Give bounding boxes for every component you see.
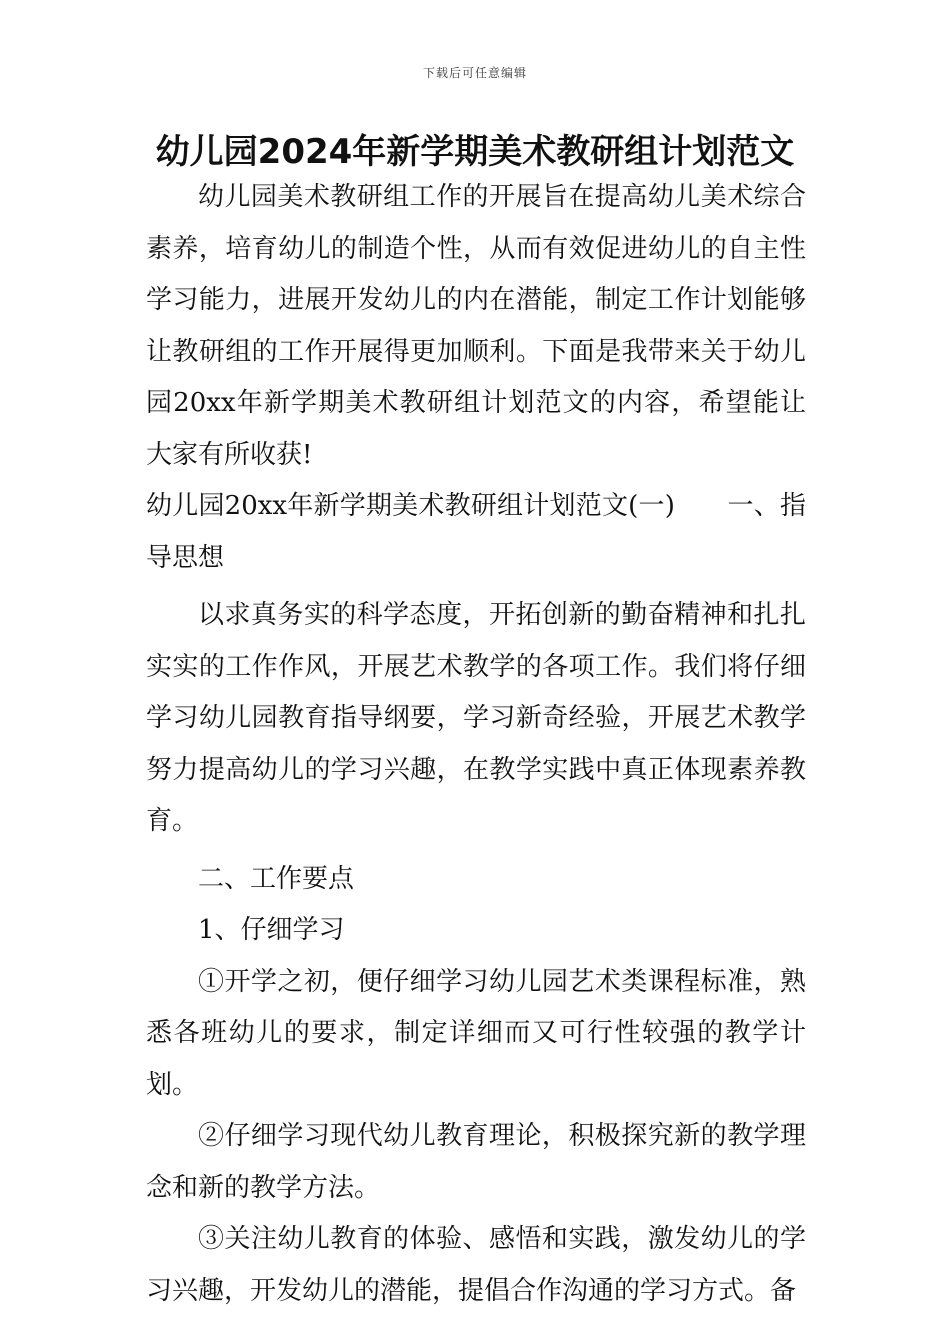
section1-heading: 幼儿园20xx年新学期美术教研组计划范文(一) 一、指导思想 (146, 491, 806, 573)
list-item-2: ②仔细学习现代幼儿教育理论，积极探究新的教学理念和新的教学方法。 (146, 1121, 806, 1203)
page-header-note: 下载后可任意编辑 (422, 66, 527, 80)
document-body (146, 172, 806, 1317)
document-title: 幼儿园2024年新学期美术教研组计划范文 (155, 132, 795, 172)
guiding-thought-paragraph: 以求真务实的科学态度，开拓创新的勤奋精神和扎扎实实的工作作风，开展艺术教学的各项工作。我们将仔细学习幼儿园教育指导纲要，学习新奇经验，开展艺术教学努力提高幼儿的学习兴趣，在教学实践中真正体现素养教育。 (146, 600, 806, 836)
careful-study-heading: 1、仔细学习 (198, 915, 345, 945)
work-points-heading: 二、工作要点 (198, 863, 355, 894)
list-item-3: ③关注幼儿教育的体验、感悟和实践，激发幼儿的学习兴趣，开发幼儿的潜能，提倡合作沟通的学习方式。备 (146, 1224, 806, 1306)
list-item-1: ①开学之初，便仔细学习幼儿园艺术类课程标准，熟悉各班幼儿的要求，制定详细而又可行性较强的教学计划。 (146, 966, 806, 1100)
intro-paragraph: 幼儿园美术教研组工作的开展旨在提高幼儿美术综合素养，培育幼儿的制造个性，从而有效促进幼儿的自主性学习能力，进展开发幼儿的内在潜能，制定工作计划能够让教研组的工作开展得更加顺利。下面是我带来关于幼儿园20xx年新学期美术教研组计划范文的内容，希望能让大家有所收获! (146, 182, 806, 470)
